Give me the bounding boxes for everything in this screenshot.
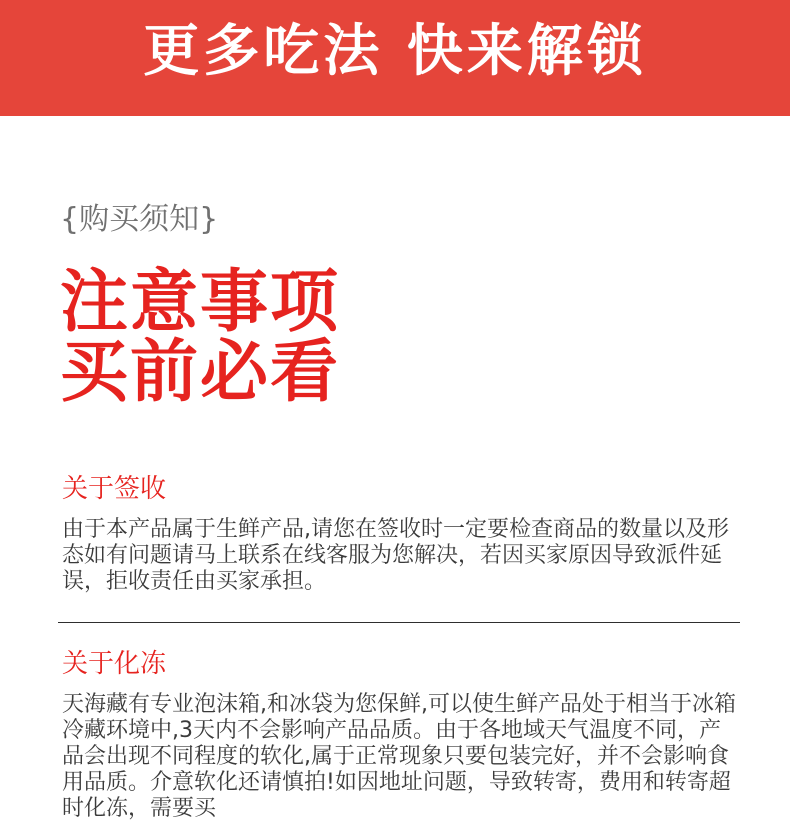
section-body-thawing: 天海藏有专业泡沫箱,和冰袋为您保鲜,可以使生鲜产品处于相当于冰箱冷藏环境中,3天内不会影响产品品质。由于各地域天气温度不同，产品会出现不同程度的软化,属于正常现象只要包装完好，并不会影响食用品质。介意软化还请慎拍!如因地址问题，导致转寄，费用和转寄超时化冻，需要买 bbox=[62, 692, 736, 821]
purchase-notice-tag: {购买须知} bbox=[60, 202, 219, 237]
headline-must-read: 买前必看 bbox=[60, 332, 341, 412]
section-divider bbox=[58, 622, 740, 623]
section-heading-receipt: 关于签收 bbox=[62, 474, 167, 504]
section-body-receipt: 由于本产品属于生鲜产品,请您在签收时一定要检查商品的数量以及形态如有问题请马上联系在线客服为您解决，若因买家原因导致派件延误，拒收责任由买家承担。 bbox=[62, 517, 729, 594]
section-heading-thawing: 关于化冻 bbox=[62, 649, 167, 679]
headline-precautions: 注意事项 bbox=[60, 262, 341, 342]
top-banner bbox=[0, 0, 790, 116]
banner-title: 更多吃法 快来解锁 bbox=[143, 19, 647, 84]
